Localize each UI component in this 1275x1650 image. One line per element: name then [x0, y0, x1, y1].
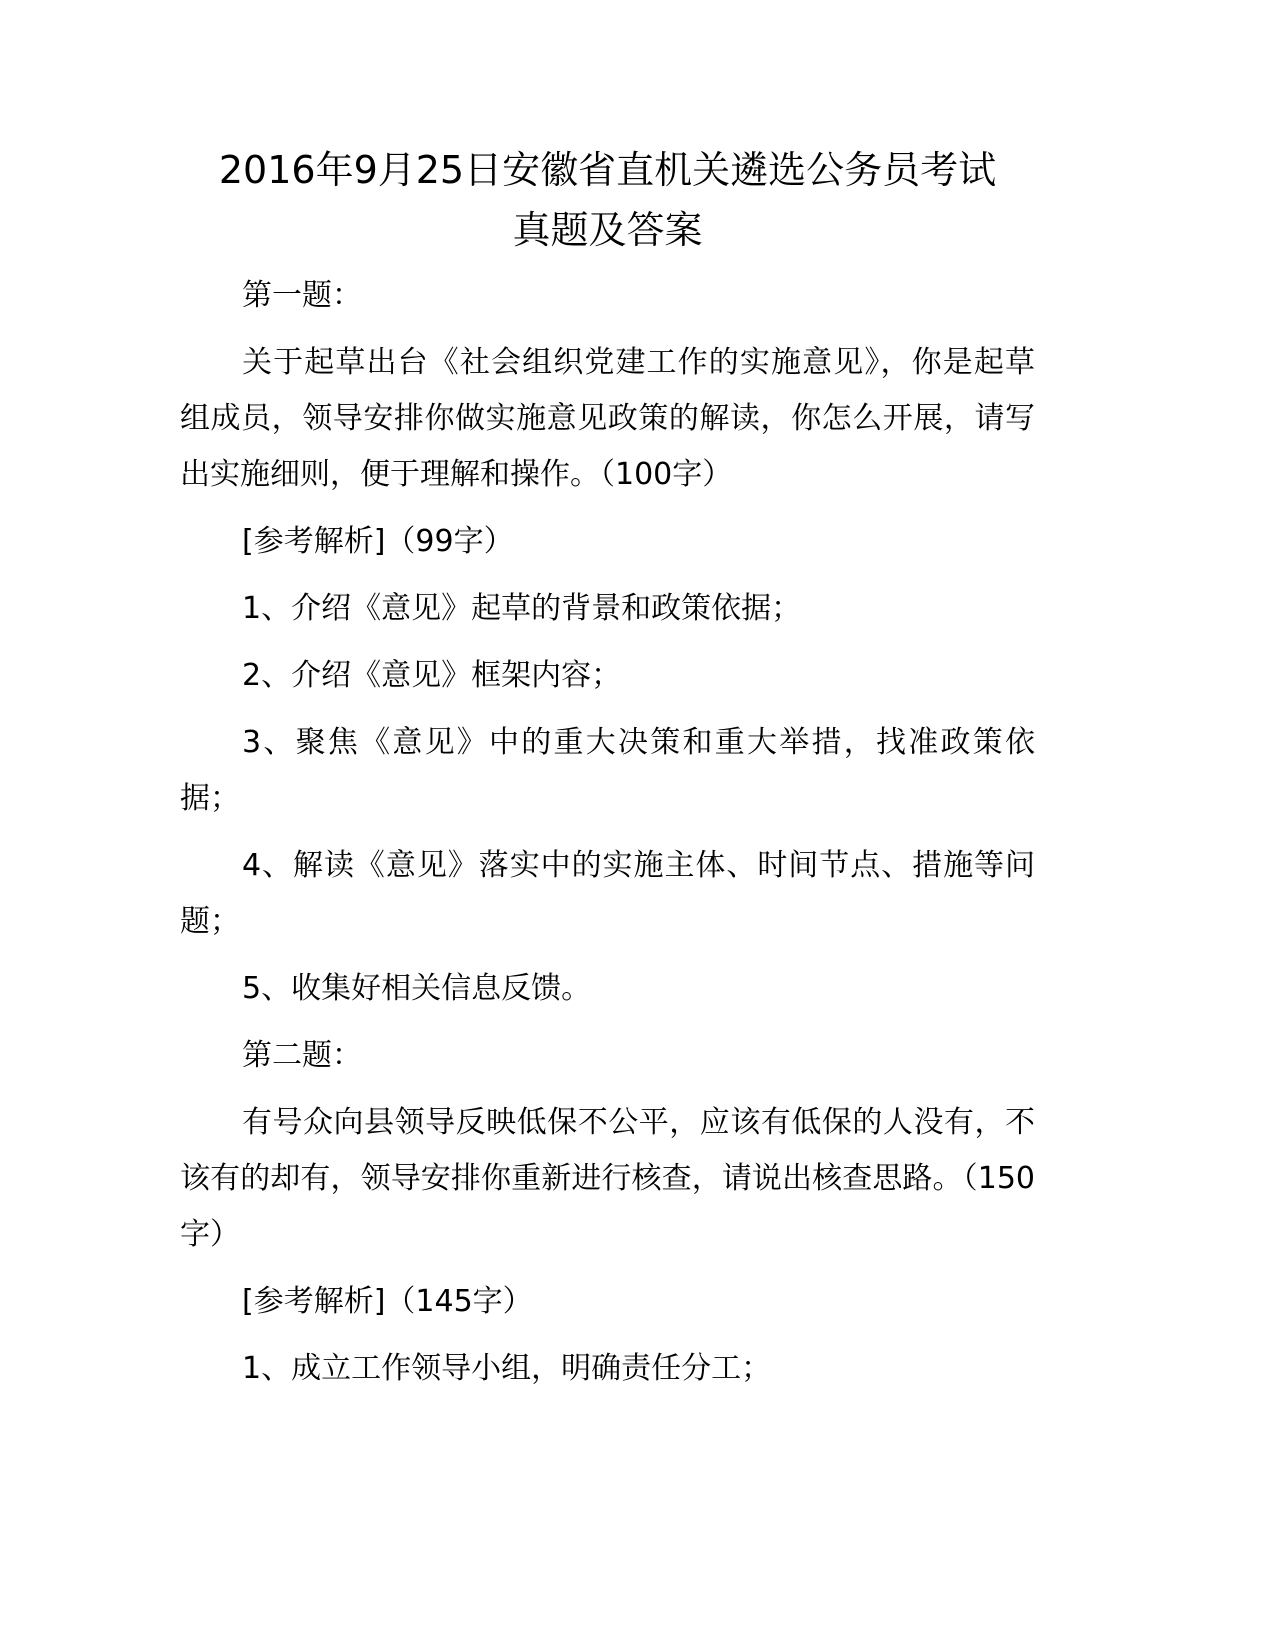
title-line-1: 2016年9月25日安徽省直机关遴选公务员考试: [218, 148, 997, 192]
title-line-2: 真题及答案: [512, 208, 703, 252]
question-1-text: 关于起草出台《社会组织党建工作的实施意见》，你是起草组成员，领导安排你做实施意见政策的解读，你怎么开展，请写出实施细则，便于理解和操作。（100字）: [180, 345, 1035, 492]
document-page: [180, 140, 1035, 1408]
answer-2-item-1: 1、成立工作领导小组，明确责任分工；: [242, 1351, 772, 1386]
document-title: [180, 140, 1035, 260]
question-2-text: 有号众向县领导反映低保不公平，应该有低保的人没有，不该有的却有，领导安排你重新进行核查，请说出核查思路。（150字）: [180, 1105, 1035, 1252]
question-2-heading: 第二题：: [242, 1038, 362, 1073]
answer-1-item-1: 1、介绍《意见》起草的背景和政策依据；: [242, 591, 802, 626]
answer-1-item-3: 3、聚焦《意见》中的重大决策和重大举措，找准政策依据；: [180, 725, 1035, 816]
answer-1-item-5: 5、收集好相关信息反馈。: [242, 971, 592, 1006]
answer-1-heading: [参考解析]（99字）: [242, 524, 514, 559]
answer-2-heading: [参考解析]（145字）: [242, 1284, 533, 1319]
answer-1-item-2: 2、介绍《意见》框架内容；: [242, 658, 622, 693]
question-1-heading: 第一题：: [242, 278, 362, 313]
answer-1-item-4: 4、解读《意见》落实中的实施主体、时间节点、措施等问题；: [180, 848, 1035, 939]
